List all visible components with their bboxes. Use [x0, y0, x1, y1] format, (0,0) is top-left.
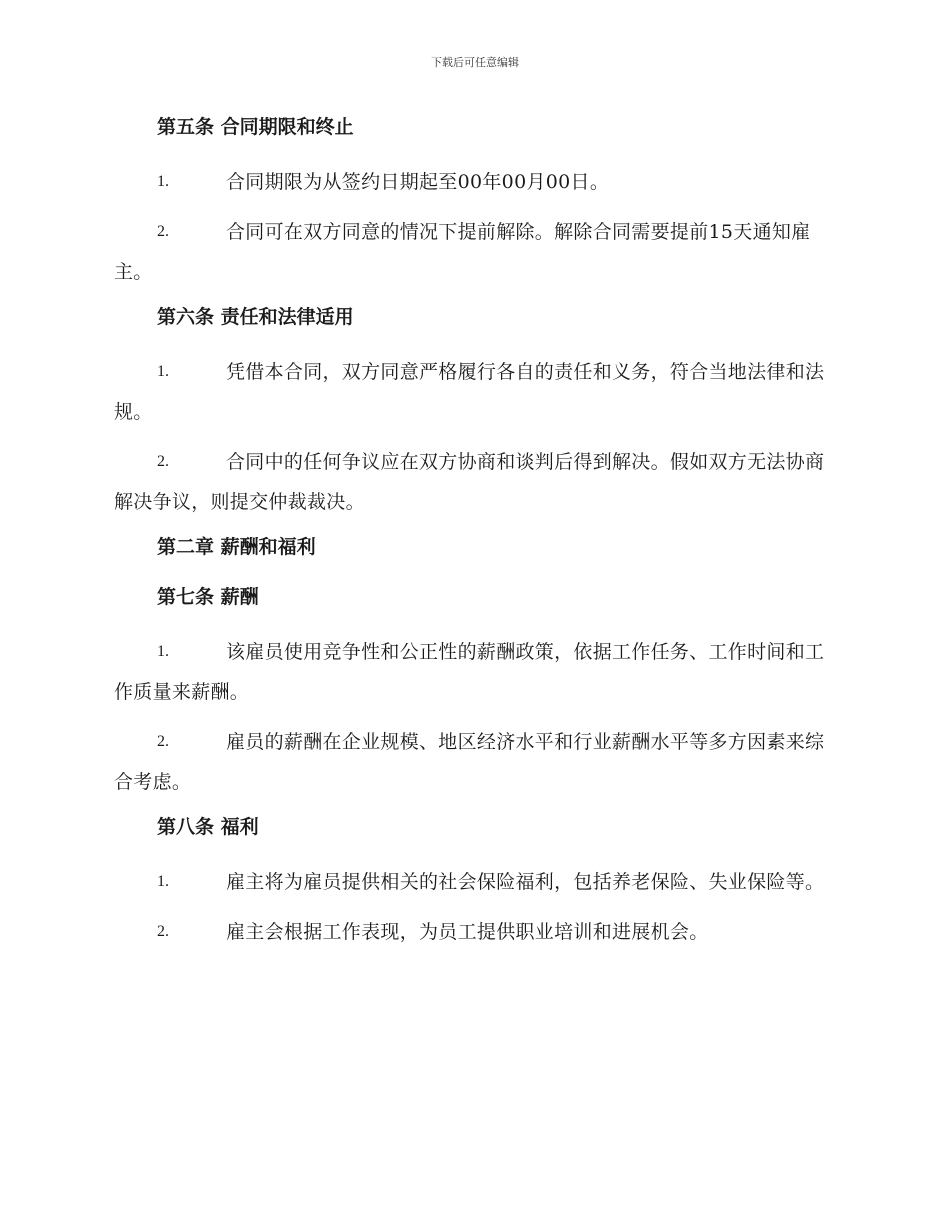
article-6-heading: 第六条 责任和法律适用	[157, 306, 354, 328]
article-8-heading: 第八条 福利	[157, 816, 259, 838]
chapter-2-heading: 第二章 薪酬和福利	[157, 536, 316, 558]
article-7-clause-2	[114, 722, 834, 802]
clause-number: 1.	[157, 363, 169, 380]
article-7-heading: 第七条 薪酬	[157, 586, 259, 608]
page-header: 下载后可任意编辑	[431, 56, 519, 69]
article-8-clause-2	[114, 912, 834, 952]
article-5-clause-1	[114, 162, 834, 202]
clause-text: 合同中的任何争议应在双方协商和谈判后得到解决。假如双方无法协商解决争议，则提交仲裁裁决。	[114, 451, 825, 513]
article-5-heading: 第五条 合同期限和终止	[157, 116, 354, 138]
article-7-clause-1	[114, 632, 834, 712]
clause-text: 雇员的薪酬在企业规模、地区经济水平和行业薪酬水平等多方因素来综合考虑。	[114, 731, 825, 793]
document-body	[114, 112, 834, 952]
clause-text: 雇主将为雇员提供相关的社会保险福利，包括养老保险、失业保险等。	[226, 871, 825, 893]
clause-number: 2.	[157, 733, 169, 750]
clause-text: 雇主会根据工作表现，为员工提供职业培训和进展机会。	[226, 921, 709, 943]
clause-text: 合同可在双方同意的情况下提前解除。解除合同需要提前15天通知雇主。	[114, 221, 811, 283]
clause-number: 1.	[157, 643, 169, 660]
clause-number: 2.	[157, 923, 169, 940]
clause-number: 2.	[157, 453, 169, 470]
clause-text: 凭借本合同，双方同意严格履行各自的责任和义务，符合当地法律和法规。	[114, 361, 825, 423]
article-6-clause-1	[114, 352, 834, 432]
clause-text: 该雇员使用竞争性和公正性的薪酬政策，依据工作任务、工作时间和工作质量来薪酬。	[114, 641, 825, 703]
clause-text: 合同期限为从签约日期起至00年00月00日。	[226, 171, 610, 193]
clause-number: 1.	[157, 873, 169, 890]
clause-number: 1.	[157, 173, 169, 190]
article-5-clause-2	[114, 212, 834, 292]
article-8-clause-1	[114, 862, 834, 902]
clause-number: 2.	[157, 223, 169, 240]
article-6-clause-2	[114, 442, 834, 522]
